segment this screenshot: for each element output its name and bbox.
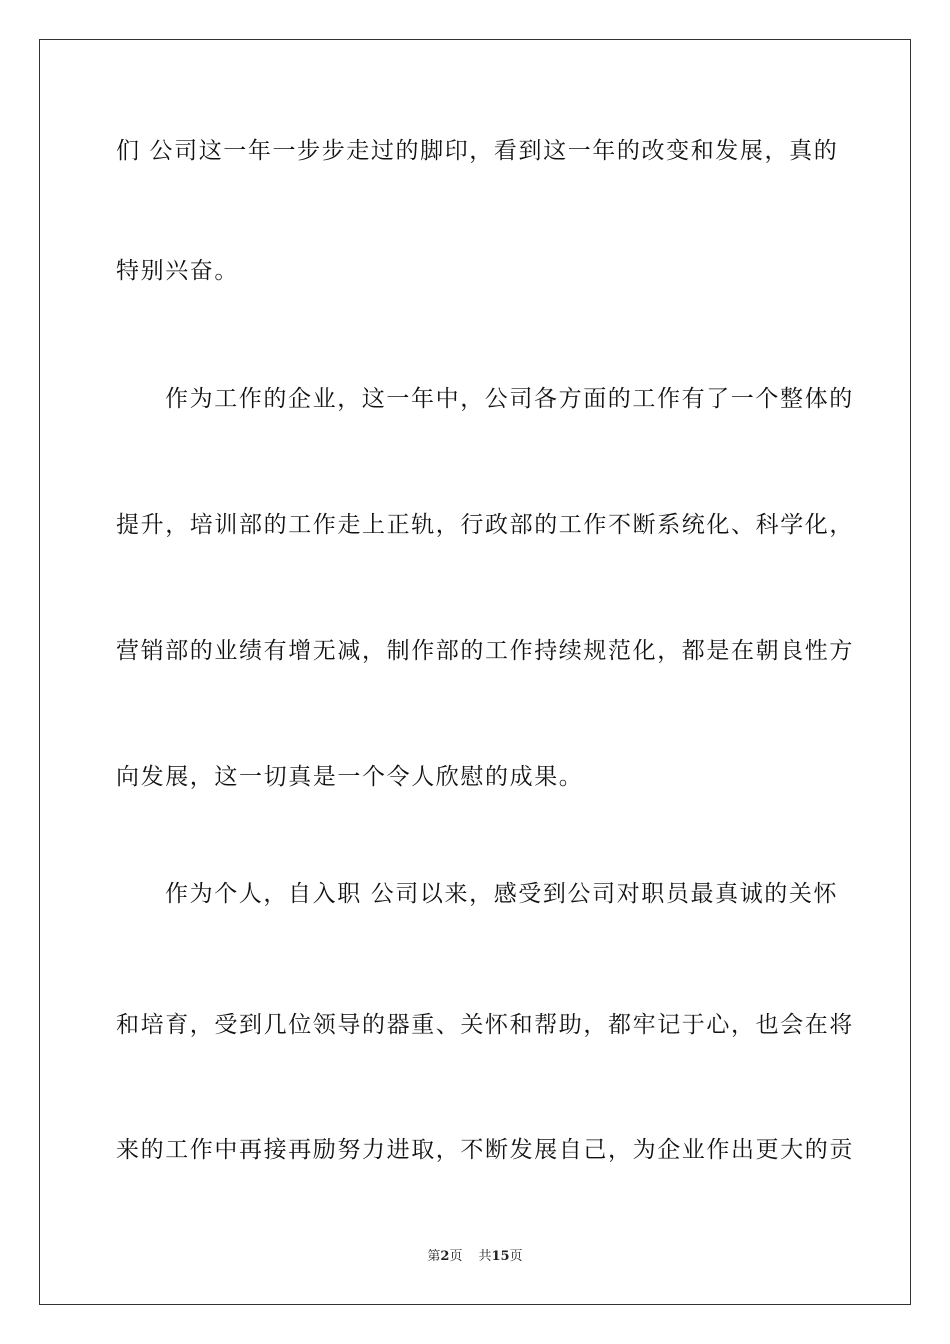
paragraph-first-line: 作为工作的企业，这一年中，公司各方面的工作有了一个整体的 bbox=[165, 386, 854, 412]
body-text-line: 来的工作中再接再励努力进取，不断发展自己，为企业作出更大的贡 bbox=[116, 1137, 854, 1163]
current-page-number: 2 bbox=[440, 1249, 450, 1264]
total-page-count: 15 bbox=[491, 1249, 510, 1264]
body-text-line: 向发展，这一切真是一个令人欣慰的成果。 bbox=[116, 764, 584, 790]
body-text-line: 提升，培训部的工作走上正轨，行政部的工作不断系统化、科学化， bbox=[116, 512, 854, 538]
total-label-prefix: 共 bbox=[478, 1249, 492, 1264]
body-text-line: 和培育，受到几位领导的器重、关怀和帮助，都牢记于心，也会在将 bbox=[116, 1012, 854, 1038]
paragraph-first-line: 作为个人，自入职 公司以来，感受到公司对职员最真诚的关怀 bbox=[165, 881, 839, 907]
body-text-line: 营销部的业绩有增无减，制作部的工作持续规范化，都是在朝良性方 bbox=[116, 638, 854, 664]
page-footer bbox=[0, 1248, 950, 1266]
page-label-prefix: 第 bbox=[427, 1249, 441, 1264]
body-text-line: 们 公司这一年一步步走过的脚印，看到这一年的改变和发展，真的 bbox=[116, 138, 839, 164]
page-border bbox=[39, 39, 911, 1305]
page-label-suffix: 页 bbox=[449, 1249, 463, 1264]
body-text-line: 特别兴奋。 bbox=[116, 258, 239, 284]
total-label-suffix: 页 bbox=[509, 1249, 523, 1264]
